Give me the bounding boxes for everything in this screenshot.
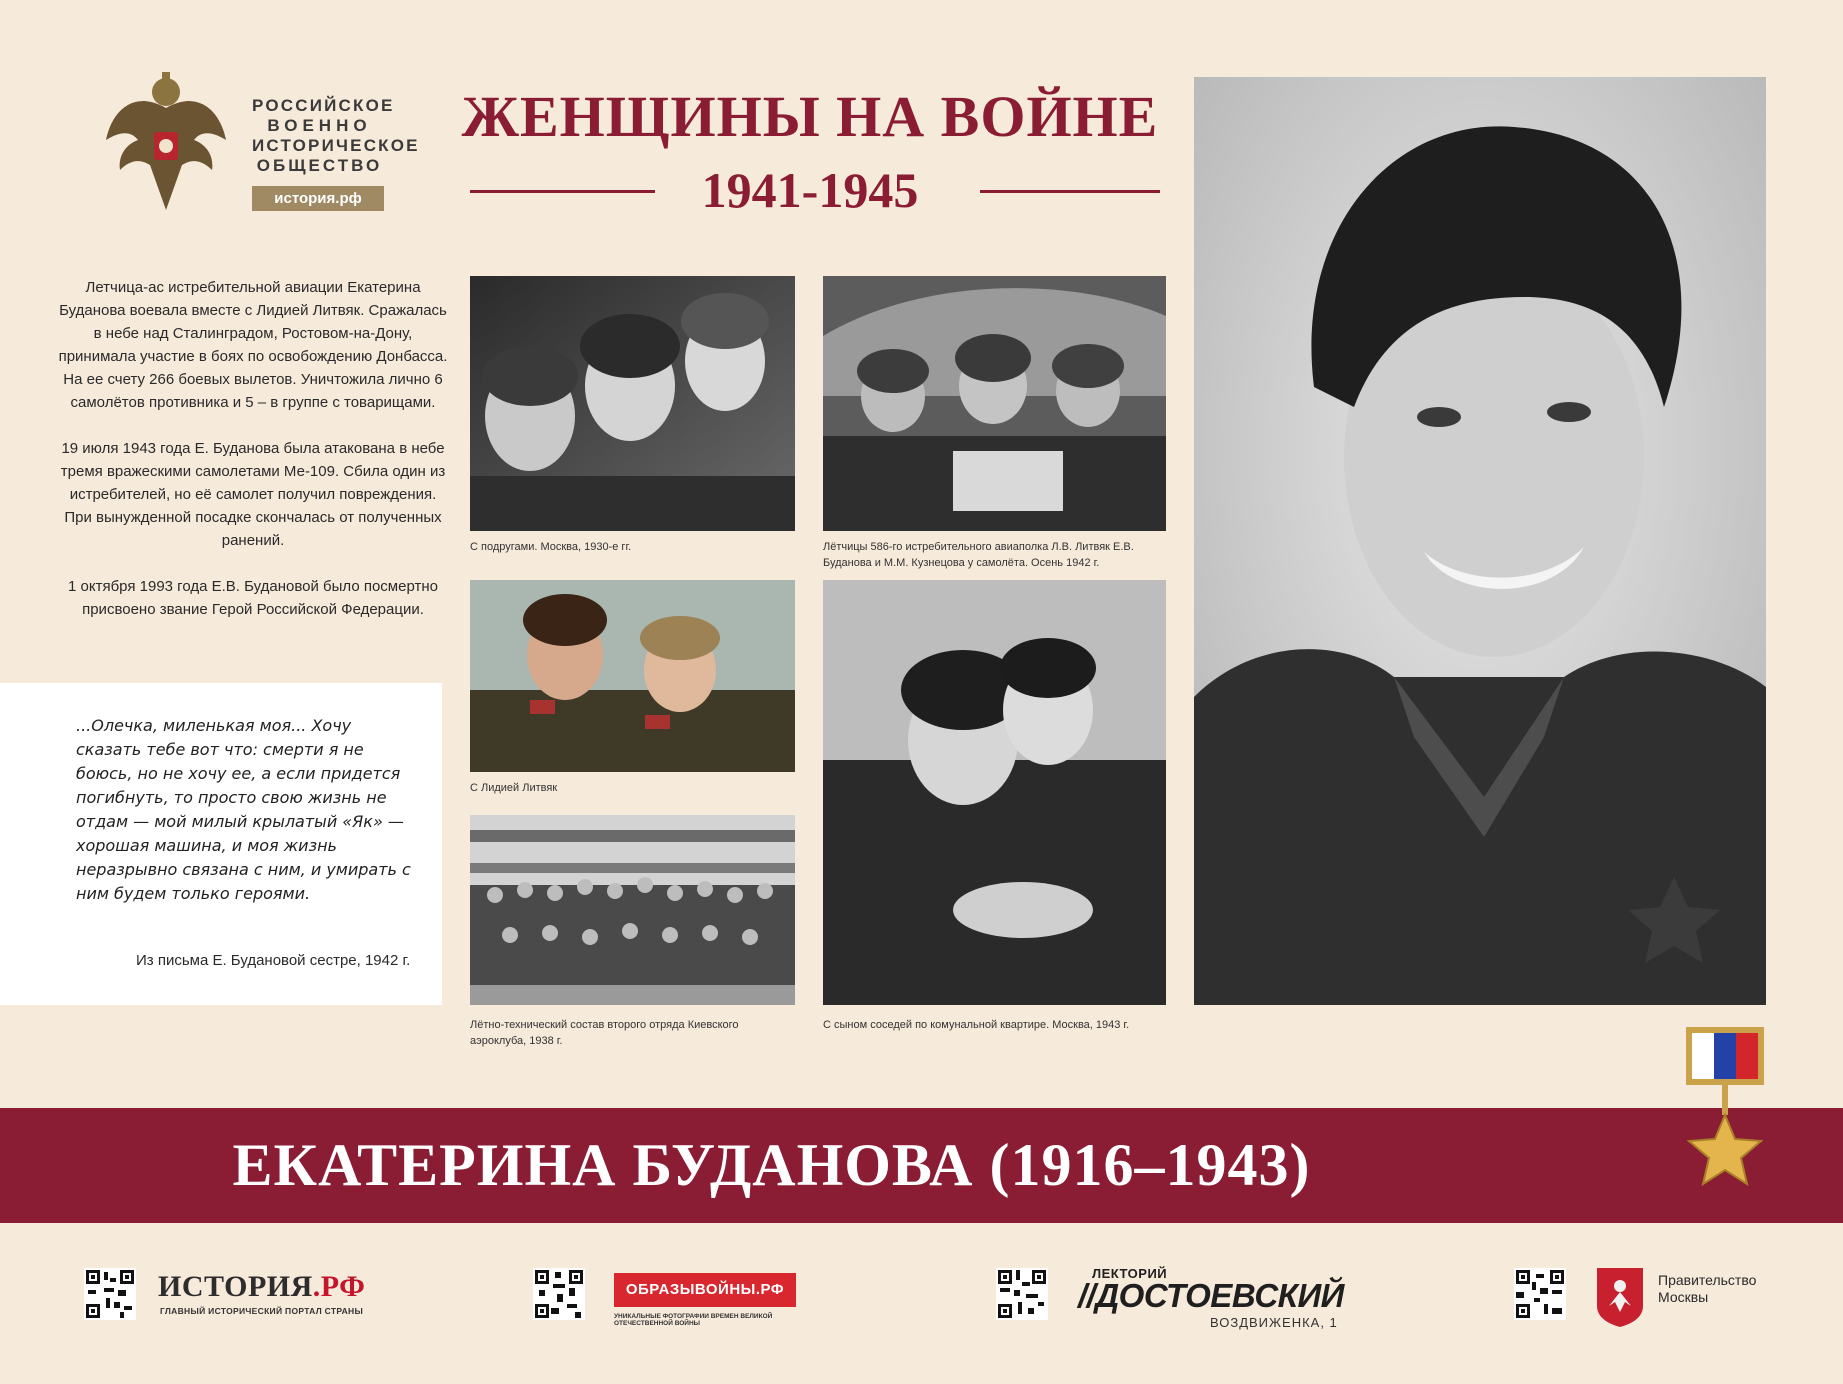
page-title: ЖЕНЩИНЫ НА ВОЙНЕ (461, 84, 1159, 149)
istoria-logo-text: ИСТОРИЯ (158, 1270, 313, 1303)
rvio-logo (104, 70, 420, 220)
obrazy-voyny-logo[interactable]: ОБРАЗЫВОЙНЫ.РФ (614, 1273, 796, 1307)
photo-aeroclub-group (470, 815, 795, 1005)
title-years: 1941-1945 (701, 162, 919, 218)
hero-name-text: ЕКАТЕРИНА БУДАНОВА (1916–1943) (232, 1132, 1311, 1198)
double-headed-eagle-icon (104, 70, 228, 215)
title-divider-left (470, 190, 655, 193)
moscow-government-label: Правительство Москвы (1658, 1272, 1757, 1305)
photo-with-friends (470, 276, 795, 531)
biography-text (58, 276, 448, 644)
quote-source: Из письма Е. Будановой сестре, 1942 г. (136, 952, 411, 969)
main-portrait (1194, 77, 1766, 1005)
hero-name (0, 1108, 1843, 1223)
photo-with-neighbors-son (823, 580, 1166, 1005)
photo-with-litvyak (470, 580, 795, 772)
photo-caption: Лётчицы 586-го истребительного авиаполка Л.В. Литвяк Е.В. Буданова и М.М. Кузнецова у самолёта. Осень 1942 г. (823, 541, 1134, 569)
obrazy-voyny-tagline: УНИКАЛЬНЫЕ ФОТОГРАФИИ ВРЕМЕН ВЕЛИКОЙ ОТЕЧЕСТВЕННОЙ ВОЙНЫ (614, 1313, 773, 1327)
qr-code-icon[interactable] (996, 1268, 1048, 1320)
istoria-tagline: ГЛАВНЫЙ ИСТОРИЧЕСКИЙ ПОРТАЛ СТРАНЫ (160, 1306, 364, 1316)
org-name-line: РОССИЙСКОЕ (252, 96, 395, 115)
istoria-logo-suffix: .РФ (312, 1270, 366, 1303)
qr-code-icon[interactable] (1514, 1268, 1566, 1320)
bio-paragraph: Летчица-ас истребительной авиации Екатерина Буданова воевала вместе с Лидией Литвяк. Сражалась в небе над Сталинградом, Ростовом-на-Дону, принимала участие в боях по освобождению Донбасса. На ее счету 266 боевых вылетов. Уничтожила лично 6 самолётов противника и 5 – в группе с товарищами. (58, 279, 448, 411)
photo-caption: С сыном соседей по комунальной квартире. Москва, 1943 г. (823, 1019, 1130, 1031)
qr-code-icon[interactable] (84, 1268, 136, 1320)
photo-caption: С подругами. Москва, 1930-е гг. (470, 541, 632, 553)
title-divider-right (980, 190, 1160, 193)
dostoevsky-logo[interactable]: //ДОСТОЕВСКИЙ (1078, 1277, 1344, 1314)
photo-pilots-at-plane (823, 276, 1166, 531)
org-name-line: ВОЕННО (267, 116, 372, 135)
lektoriy-label: ЛЕКТОРИЙ (1092, 1266, 1168, 1281)
letter-quote: ...Олечка, миленькая моя... Хочу сказать тебе вот что: смерти я не боюсь, но не хочу ее, а если придется погибнуть, то просто свою жизнь не отдам — мой милый крылатый «Як» — хорошая машина, и моя жизнь неразрывно связана с ним, и умирать с ним будем только героями. (76, 716, 411, 903)
bio-paragraph: 1 октября 1993 года Е.В. Будановой было посмертно присвоено звание Герой Российской Федерации. (68, 578, 438, 618)
hero-medal-icon (1684, 1025, 1766, 1200)
moscow-coat-of-arms-icon (1595, 1266, 1645, 1328)
bio-paragraph: 19 июля 1943 года Е. Буданова была атакована в небе тремя вражескими самолетами Ме-109. Сбила один из истребителей, но её самолет получил повреждения. При вынужденной посадке скончалась от полученных ранений. (60, 440, 446, 549)
org-name-line: ОБЩЕСТВО (256, 156, 383, 175)
lektoriy-address: ВОЗДВИЖЕНКА, 1 (1210, 1315, 1338, 1330)
istoria-rf-logo[interactable] (158, 1270, 365, 1304)
org-name-line: ИСТОРИЧЕСКОЕ (252, 136, 420, 155)
qr-code-icon[interactable] (533, 1268, 585, 1320)
org-name (252, 96, 420, 176)
photo-caption: Лётно-технический состав второго отряда Киевского аэроклуба, 1938 г. (470, 1019, 739, 1047)
photo-caption: С Лидией Литвяк (470, 782, 558, 794)
org-url-link[interactable]: история.рф (252, 186, 384, 211)
